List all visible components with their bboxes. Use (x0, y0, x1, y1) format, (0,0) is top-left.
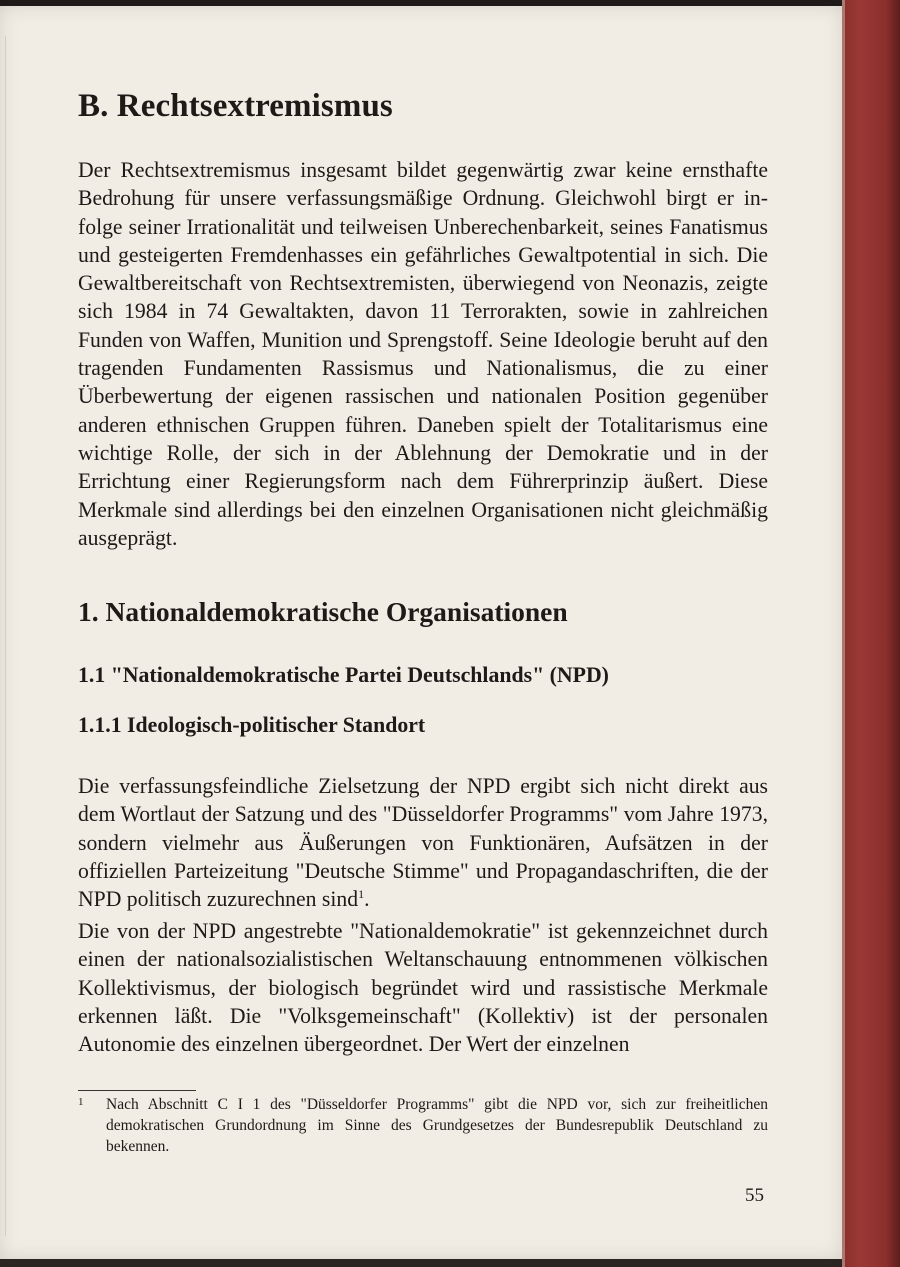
footnote-reference[interactable]: 1 (358, 886, 365, 901)
page-number: 55 (745, 1185, 764, 1206)
footnote-marker: 1 (78, 1096, 84, 1108)
paragraph-2-end: . (364, 887, 370, 912)
body-paragraph-2 (78, 772, 768, 913)
section-title: 1. Nationaldemokratische Organisationen (78, 596, 568, 627)
page-edge-line (5, 36, 6, 1236)
chapter-heading: B. Rechtsextremismus (78, 88, 393, 124)
footnote (78, 1094, 768, 1157)
subsection-title: 1.1 "Nationaldemokratische Partei Deutschlands" (NPD) (78, 663, 609, 687)
footnote-text: Nach Abschnitt C I 1 des "Düsseldorfer Programms" gibt die NPD vor, sich zur freiheitlichen demokratischen Grundordnung im Sinne des Grundgesetzes der Bundesrepublik Deutschland zu bekennen. (106, 1096, 768, 1155)
body-paragraph-3: Die von der NPD angestrebte "Nationaldemokratie" ist gekennzeichnet durch einen der nationalsozialistischen Weltanschauung entnommenen völkischen Kollektivismus, der biologisch begründet wird und rassistische Merkmale erkennen läßt. Die "Volksgemeinschaft" (Kollektiv) ist der personalen Autonomie des einzelnen übergeordnet. Der Wert der einzelnen (78, 919, 768, 1057)
spine-edge (842, 0, 845, 1267)
book-spine (842, 0, 900, 1267)
intro-paragraph: Der Rechtsextremismus insgesamt bildet gegenwärtig zwar keine ernsthafte Bedrohung für unsere verfassungsmäßige Ordnung. Gleichwohl birgt er infolge seiner Irrationalität und teilweisen Unberechenbarkeit, seines Fanatismus und gesteigerten Fremdenhasses ein gefährliches Gewaltpotential in sich. Die Gewaltbereitschaft von Rechtsextremisten, überwiegend von Neonazis, zeigte sich 1984 in 74 Gewaltakten, davon 11 Terrorakten, sowie in zahlreichen Funden von Waffen, Munition und Sprengstoff. Seine Ideologie beruht auf den tragenden Fundamenten Rassismus und Nationalismus, die zu einer Überbewertung der eigenen rassischen und nationalen Position gegenüber anderen ethnischen Gruppen führen. Daneben spielt der Totalitarismus eine wichtige Rolle, der sich in der Ablehnung der Demokratie und in der Errichtung einer Regierungsform nach dem Führerprinzip äußert. Diese Merkmale sind allerdings bei den einzelnen Organisationen nicht gleichmäßig ausgeprägt. (78, 158, 768, 550)
footnote-divider (78, 1090, 196, 1091)
book-page (0, 6, 842, 1259)
paragraph-2-text: Die verfassungsfeindliche Zielsetzung der NPD ergibt sich nicht direkt aus dem Wortlaut der Satzung und des "Düsseldorfer Programms" vom Jahre 1973, sondern vielmehr aus Äußerungen von Funktionären, Aufsätzen in der offiziellen Parteizeitung "Deutsche Stimme" und Propagandaschriften, die der NPD politisch zuzurechnen sind (78, 774, 768, 912)
subsubsection-title: 1.1.1 Ideologisch-politischer Standort (78, 713, 426, 737)
page-bottom-shadow (0, 1259, 842, 1267)
